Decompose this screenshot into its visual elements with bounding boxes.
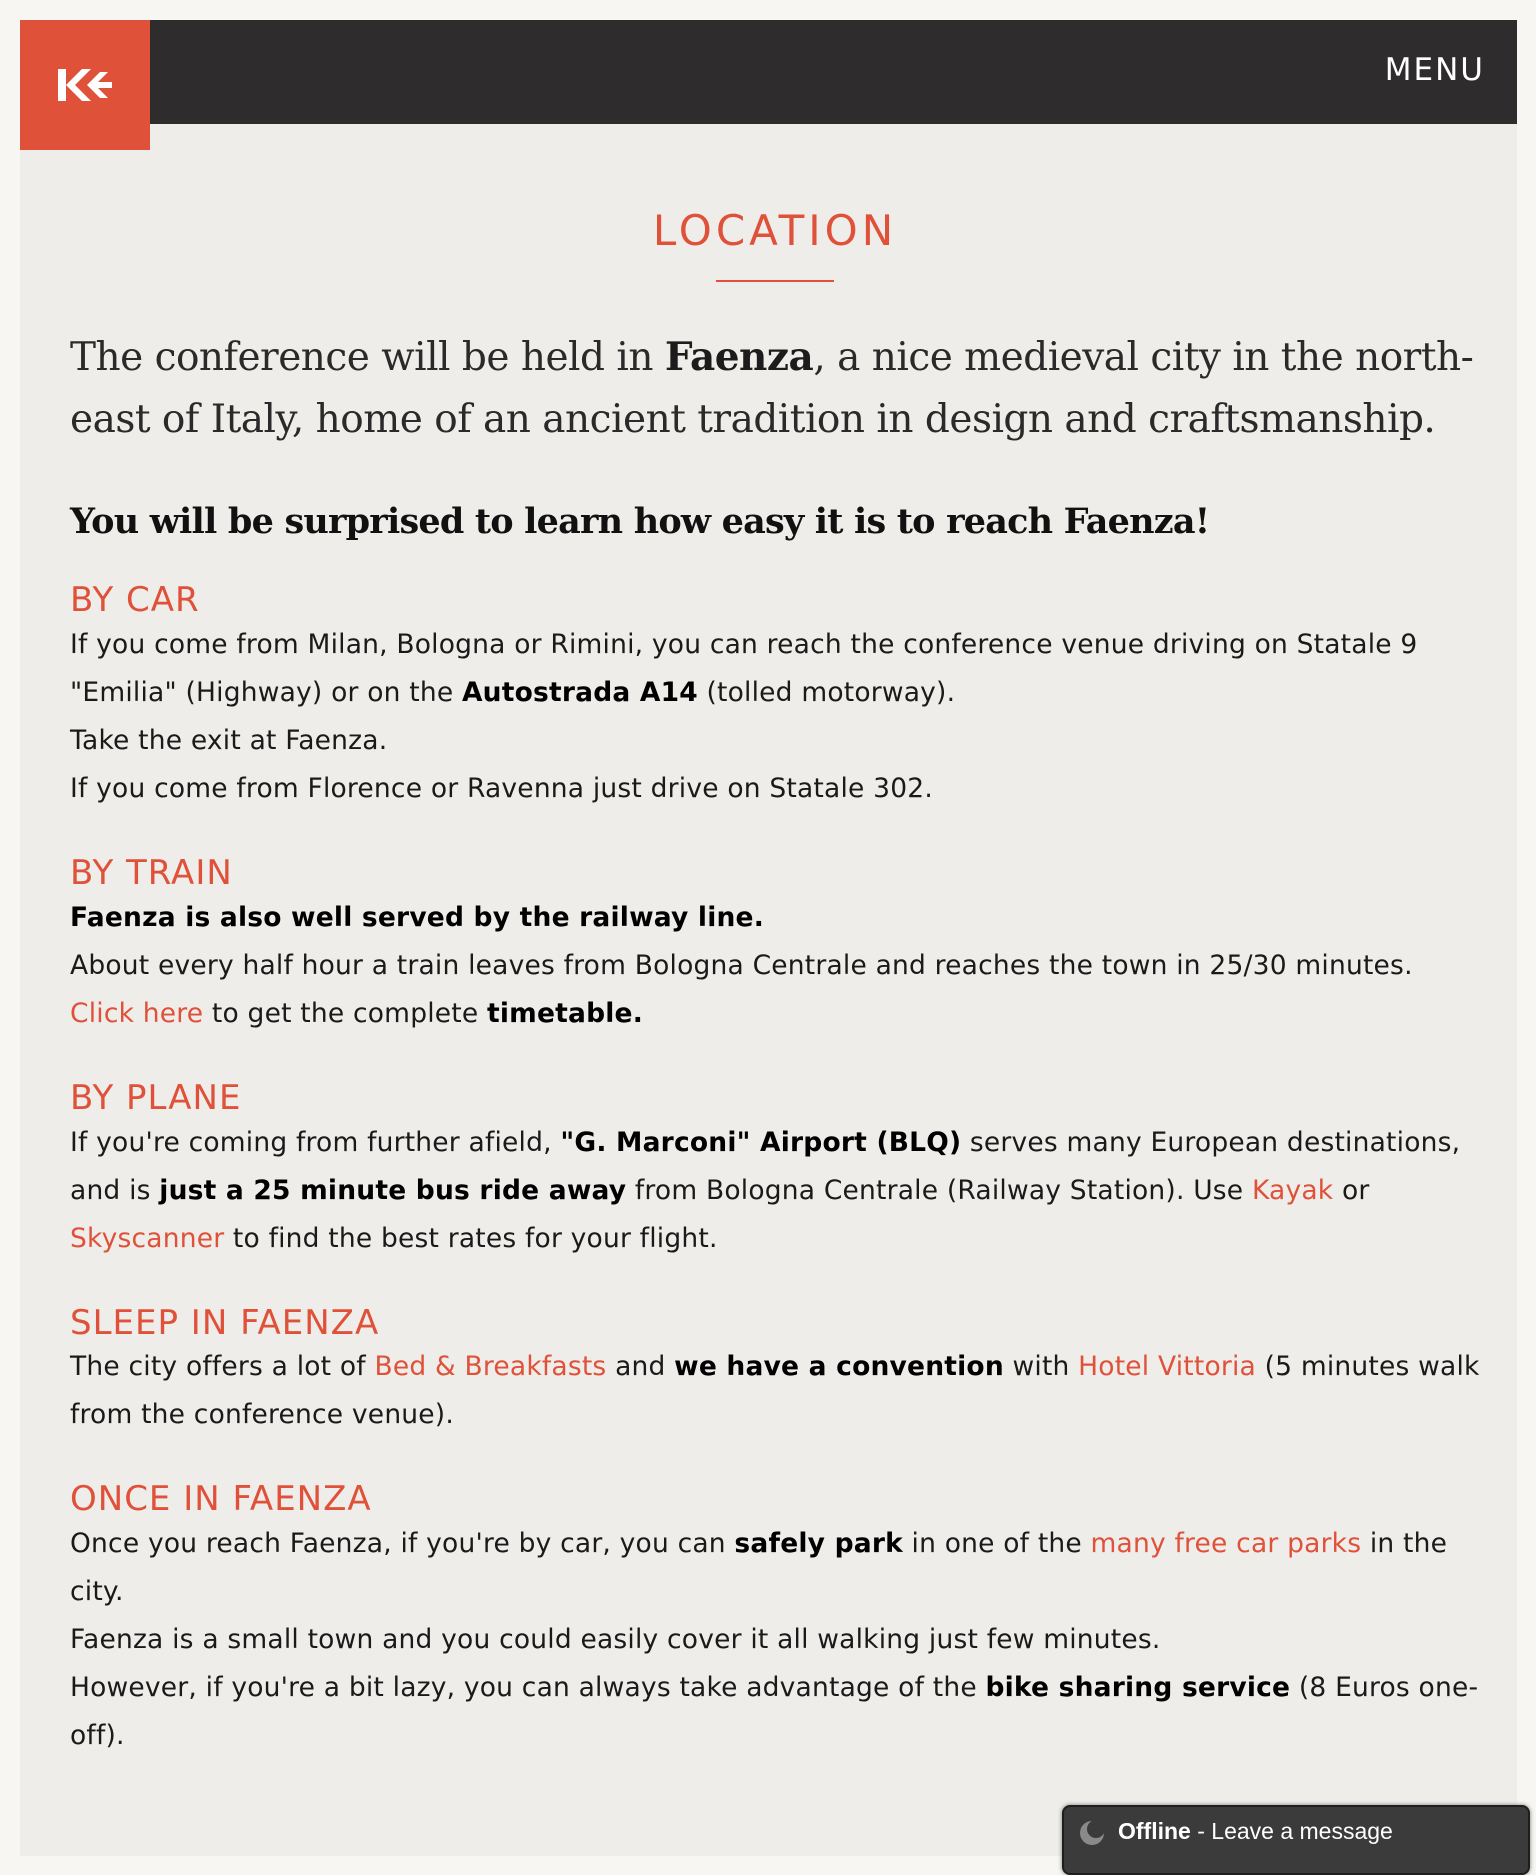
text: or xyxy=(1333,1174,1370,1206)
kayak-link[interactable]: Kayak xyxy=(1251,1174,1334,1206)
section-by-car xyxy=(70,580,1480,813)
text: from Bologna Centrale (Railway Station). Use xyxy=(626,1174,1252,1206)
paragraph: Faenza is a small town and you could easily cover it all walking just few minutes. xyxy=(70,1624,1161,1656)
text: If you come from Milan, Bologna or Rimini, you can reach the conference venue driving on Statale 9 "Emilia" (Highway) or on the xyxy=(70,628,1418,708)
bold-text: Faenza is also well served by the railway line. xyxy=(70,901,765,933)
text: serves many European destinations, and is xyxy=(70,1126,1461,1206)
text: and xyxy=(606,1351,675,1383)
section-by-plane xyxy=(70,1078,1480,1263)
bold-text: timetable. xyxy=(487,997,643,1029)
skyscanner-link[interactable]: Skyscanner xyxy=(70,1222,225,1254)
title-divider xyxy=(716,280,834,282)
bold-text: Autostrada A14 xyxy=(461,676,698,708)
paragraph xyxy=(70,621,1480,717)
intro-paragraph xyxy=(70,326,1480,451)
intro-text-rest: , a nice medieval city in the north-east of Italy, home of an ancient tradition in design and craftsmanship. xyxy=(70,335,1474,443)
car-parks-link[interactable]: many free car parks xyxy=(1090,1528,1362,1560)
bold-text: we have a convention xyxy=(674,1351,1004,1383)
chat-bubble-icon xyxy=(1078,1819,1106,1847)
chat-status: Offline xyxy=(1118,1818,1191,1844)
page-title: LOCATION xyxy=(652,206,898,255)
top-navigation-bar xyxy=(20,20,1517,124)
section-heading: BY TRAIN xyxy=(70,852,233,893)
main-content xyxy=(70,190,1480,1760)
paragraph xyxy=(70,894,1480,942)
text: The city offers a lot of xyxy=(70,1351,375,1383)
site-logo[interactable] xyxy=(20,20,150,150)
paragraph xyxy=(70,990,1480,1038)
intro-city: Faenza xyxy=(664,334,814,381)
section-heading: BY CAR xyxy=(70,580,200,621)
chat-label xyxy=(1118,1818,1393,1845)
bold-text: safely park xyxy=(734,1528,903,1560)
text: to get the complete xyxy=(203,997,488,1029)
paragraph: If you come from Florence or Ravenna just drive on Statale 302. xyxy=(70,772,933,804)
bold-text: just a 25 minute bus ride away xyxy=(159,1174,627,1206)
intro-text: The conference will be held in xyxy=(70,335,665,381)
paragraph xyxy=(70,1664,1480,1760)
section-sleep xyxy=(70,1303,1480,1440)
bed-and-breakfast-link[interactable]: Bed & Breakfasts xyxy=(374,1351,607,1383)
section-by-train xyxy=(70,853,1480,1038)
logo-mark-icon xyxy=(56,65,114,105)
text: to find the best rates for your flight. xyxy=(224,1222,718,1254)
bold-text: bike sharing service xyxy=(985,1672,1291,1704)
text: in the city. xyxy=(70,1528,1448,1608)
section-heading: SLEEP IN FAENZA xyxy=(70,1302,380,1343)
bold-text: "G. Marconi" Airport (BLQ) xyxy=(560,1126,962,1158)
menu-button[interactable]: MENU xyxy=(1384,52,1485,88)
text: with xyxy=(1003,1351,1079,1383)
page-frame xyxy=(20,20,1517,1856)
text: (tolled motorway). xyxy=(697,676,956,708)
chat-message: - Leave a message xyxy=(1190,1818,1393,1844)
text: in one of the xyxy=(902,1528,1091,1560)
section-once-in-faenza xyxy=(70,1479,1480,1760)
chat-widget[interactable] xyxy=(1062,1805,1530,1875)
text: Once you reach Faenza, if you're by car, you can xyxy=(70,1528,735,1560)
hotel-vittoria-link[interactable]: Hotel Vittoria xyxy=(1078,1351,1256,1383)
paragraph: Take the exit at Faenza. xyxy=(70,724,388,756)
text: (8 Euros one-off). xyxy=(70,1672,1479,1752)
text: However, if you're a bit lazy, you can always take advantage of the xyxy=(70,1672,986,1704)
paragraph xyxy=(70,1119,1480,1263)
timetable-link[interactable]: Click here xyxy=(70,997,204,1029)
paragraph: About every half hour a train leaves from Bologna Centrale and reaches the town in 25/30 minutes. xyxy=(70,949,1413,981)
section-heading: BY PLANE xyxy=(70,1077,242,1118)
text: (5 minutes walk from the conference venue). xyxy=(70,1351,1480,1431)
paragraph xyxy=(70,1520,1480,1616)
section-heading: ONCE IN FAENZA xyxy=(70,1479,372,1520)
text: If you're coming from further afield, xyxy=(70,1126,561,1158)
tagline: You will be surprised to learn how easy it is to reach Faenza! xyxy=(70,501,1210,543)
paragraph xyxy=(70,1343,1480,1439)
